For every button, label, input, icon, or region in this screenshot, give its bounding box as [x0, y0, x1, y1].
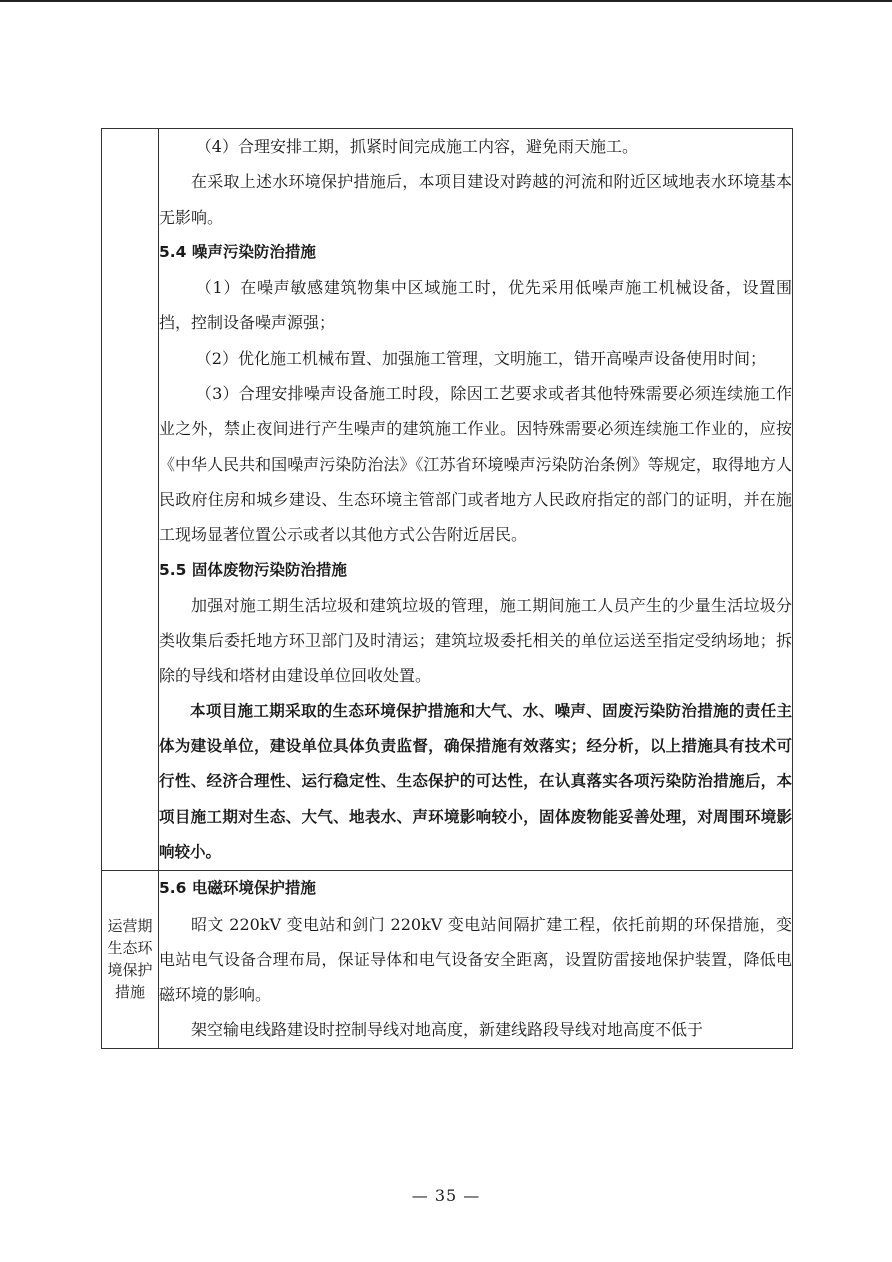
paragraph: 架空输电线路建设时控制导线对地高度，新建线路段导线对地高度不低于 [191, 1020, 704, 1040]
table-row [102, 871, 793, 1048]
label-cell-empty [102, 129, 159, 871]
paragraph: 昭文 220kV 变电站和剑门 220kV 变电站间隔扩建工程，依托前期的环保措施，变电站电气设备合理布局，保证导体和电气设备安全距离，设置防雷接地保护装置，降低电磁环境的影响。 [159, 914, 792, 1005]
operation-period-label: 运营期生态环境保护措施 [102, 871, 159, 1048]
conclusion-paragraph: 本项目施工期采取的生态环境保护措施和大气、水、噪声、固废污染防治措施的责任主体为建设单位，建设单位具体负责监督，确保措施有效落实；经分析，以上措施具有技术可行性、经济合理性、运行稳定性、生态保护的可达性，在认真落实各项污染防治措施后，本项目施工期对生态、大气、地表水、声环境影响较小，固体废物能妥善处理，对周围环境影响较小。 [159, 701, 792, 861]
operation-measures-cell [159, 871, 793, 1048]
section-heading: 5.6 电磁环境保护措施 [159, 879, 316, 898]
paragraph: 在采取上述水环境保护措施后，本项目建设对跨越的河流和附近区域地表水环境基本无影响。 [159, 172, 792, 227]
paragraph: 加强对施工期生活垃圾和建筑垃圾的管理，施工期间施工人员产生的少量生活垃圾分类收集后委托地方环卫部门及时清运；建筑垃圾委托相关的单位运送至指定受纳场地；拆除的导线和塔材由建设单位回收处置。 [159, 595, 792, 686]
section-heading: 5.5 固体废物污染防治措施 [159, 560, 347, 579]
list-item: （1）在噪声敏感建筑物集中区域施工时，优先采用低噪声施工机械设备，设置围挡，控制设备噪声源强； [159, 278, 792, 333]
section-heading: 5.4 噪声污染防治措施 [159, 242, 316, 261]
table-row [102, 129, 793, 871]
page-number: — 35 — [411, 1186, 481, 1205]
top-border-line [0, 0, 892, 2]
paragraph: （4）合理安排工期，抓紧时间完成施工内容，避免雨天施工。 [195, 137, 638, 156]
list-item: （3）合理安排噪声设备施工时段，除因工艺要求或者其他特殊需要必须连续施工作业之外，禁止夜间进行产生噪声的建筑施工作业。因特殊需要必须连续施工作业的，应按《中华人民共和国噪声污染防治法》《江苏省环境噪声污染防治条例》等规定，取得地方人民政府住房和城乡建设、生态环境主管部门或者地方人民政府指定的部门的证明，并在施工现场显著位置公示或者以其他方式公告附近居民。 [159, 384, 792, 545]
measures-table [101, 128, 793, 1049]
list-item: （2）优化施工机械布置、加强施工管理，文明施工，错开高噪声设备使用时间； [195, 348, 766, 368]
construction-measures-cell [159, 129, 793, 871]
